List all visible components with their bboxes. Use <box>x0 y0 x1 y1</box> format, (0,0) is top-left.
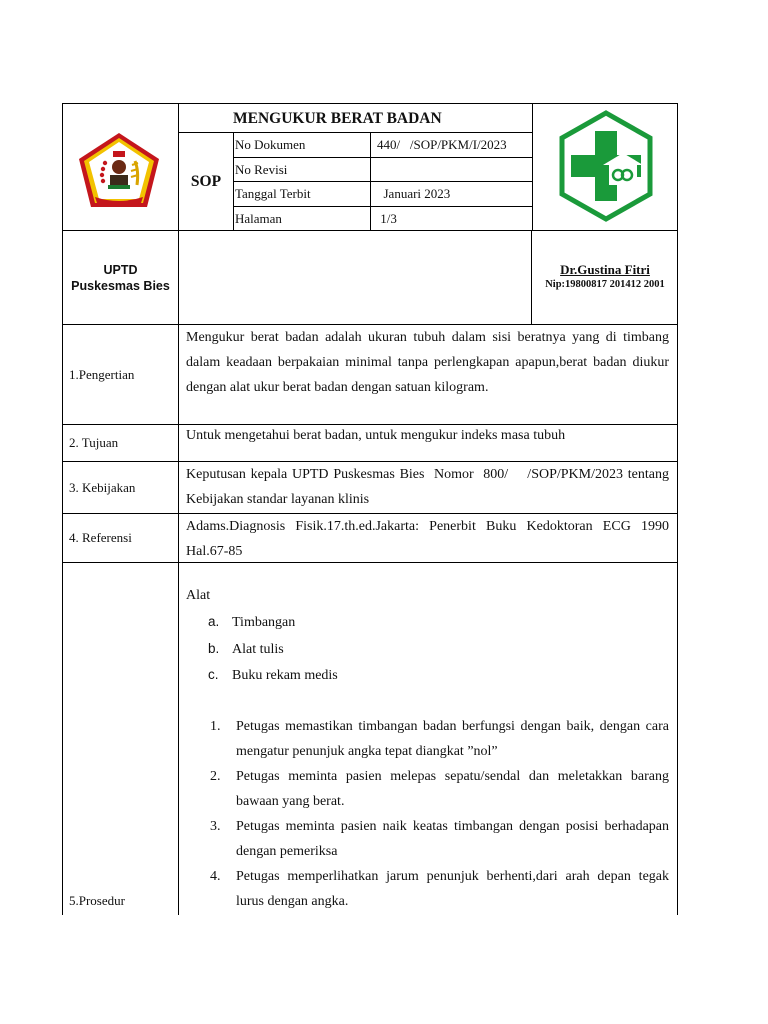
step-number: 2. <box>210 768 221 784</box>
section-text <box>179 563 677 915</box>
list-marker: a. <box>208 614 220 629</box>
procedure-steps <box>186 714 669 914</box>
list-text: Buku rekam medis <box>232 668 338 683</box>
section-text: Mengukur berat badan adalah ukuran tubuh dalam sisi beratnya yang di timbang dalam keadaan berpakaian minimal tanpa perlengkapan apapun,berat badan diukur dengan alat ukur berat badan dengan satuan kilogram. <box>186 330 669 395</box>
meta-value: 1/3 <box>377 210 397 226</box>
step-text: Petugas memastikan timbangan badan berfungsi dengan baik, dengan cara mengatur penunjuk angka tepat diangkat ”nol” <box>236 718 669 759</box>
meta-row-halaman <box>234 207 532 232</box>
list-text: Timbangan <box>232 615 296 630</box>
unit-line-1: UPTD <box>103 262 138 277</box>
list-item <box>208 636 669 663</box>
step-text: Petugas memperlihatkan jarum penunjuk berhenti,dari arah depan tegak lurus dengan angka. <box>236 868 669 909</box>
meta-row-no-dokumen <box>234 133 532 158</box>
list-marker: c. <box>208 667 219 682</box>
meta-label: No Dokumen <box>234 133 371 157</box>
section-text: Untuk mengetahui berat badan, untuk mengukur indeks masa tubuh <box>186 428 566 443</box>
puskesmas-cross-hexagon-icon <box>557 109 655 223</box>
section-label: 2. Tujuan <box>63 425 179 461</box>
signer-block <box>532 231 678 324</box>
list-item <box>210 814 669 864</box>
left-logo-cell <box>63 104 179 231</box>
section-label: 4. Referensi <box>63 514 179 562</box>
section-kebijakan <box>62 462 678 514</box>
alat-title: Alat <box>186 588 211 603</box>
section-text: Adams.Diagnosis Fisik.17.th.ed.Jakarta: Penerbit Buku Kedoktoran ECG 1990 Hal.67-85 <box>186 519 669 559</box>
sop-document <box>62 103 678 915</box>
meta-label: No Revisi <box>234 158 371 182</box>
document-title: MENGUKUR BERAT BADAN <box>179 104 532 133</box>
regency-emblem-icon <box>77 131 161 209</box>
unit-line-2: Puskesmas Bies <box>71 278 170 293</box>
meta-value: 440/ /SOP/PKM/I/2023 <box>377 137 507 152</box>
list-text: Alat tulis <box>232 641 284 657</box>
meta-value: Januari 2023 <box>377 186 451 201</box>
step-number: 4. <box>210 868 221 884</box>
meta-row-no-revisi <box>234 158 532 183</box>
step-text: Petugas meminta pasien melepas sepatu/sendal dan meletakkan barang bawaan yang berat. <box>236 768 669 809</box>
meta-row-tanggal-terbit <box>234 182 532 207</box>
step-number: 1. <box>210 718 221 734</box>
meta-label: Tanggal Terbit <box>234 182 371 206</box>
section-text: Keputusan kepala UPTD Puskesmas Bies Nomor 800/ /SOP/PKM/2023 tentang Kebijakan standar layanan klinis <box>186 467 676 507</box>
signature-row <box>62 231 678 325</box>
step-text: Petugas meminta pasien naik keatas timbangan dengan posisi berhadapan dengan pemeriksa <box>236 818 669 859</box>
signer-nip: Nip:19800817 201412 2001 <box>545 279 665 290</box>
unit-name <box>63 231 179 324</box>
section-label: 5.Prosedur <box>63 563 179 915</box>
list-marker: b. <box>208 640 220 656</box>
step-number: 3. <box>210 818 221 834</box>
section-referensi <box>62 514 678 563</box>
section-label: 1.Pengertian <box>63 325 179 424</box>
signer-name: Dr.Gustina Fitri <box>560 262 650 277</box>
meta-value <box>371 158 532 182</box>
signature-space <box>179 231 532 324</box>
section-label: 3. Kebijakan <box>63 462 179 513</box>
section-prosedur <box>62 563 678 915</box>
sop-header <box>62 103 678 231</box>
list-item <box>208 662 669 689</box>
list-item <box>210 864 669 914</box>
list-item <box>210 764 669 814</box>
meta-label: Halaman <box>234 207 371 232</box>
section-pengertian <box>62 325 678 425</box>
alat-list <box>186 609 669 689</box>
sop-label: SOP <box>179 133 234 231</box>
section-tujuan <box>62 425 678 462</box>
list-item <box>210 714 669 764</box>
right-logo-cell <box>532 104 678 231</box>
list-item <box>208 609 669 636</box>
document-meta-table <box>234 133 532 231</box>
